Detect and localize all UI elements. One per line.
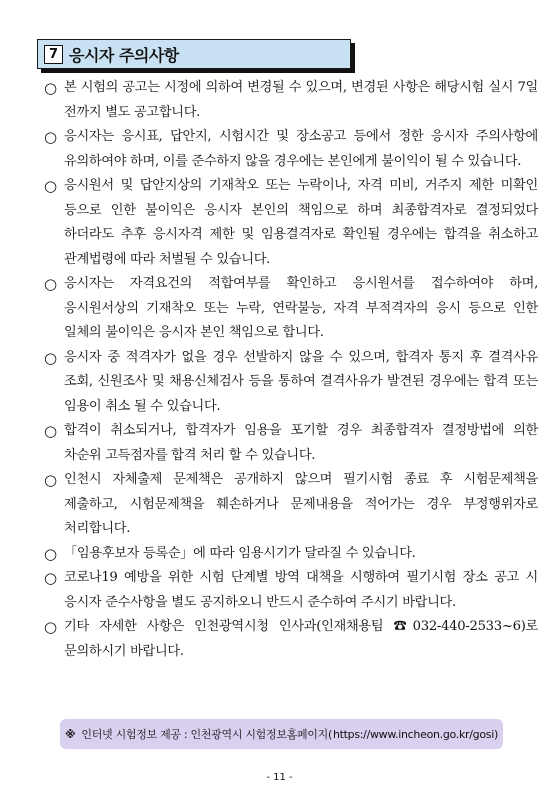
list-item: [44, 566, 538, 615]
circle-bullet-icon: ○: [44, 79, 58, 97]
footer-info-box: [60, 719, 503, 749]
list-item: [44, 272, 538, 346]
section-header: [37, 39, 351, 69]
list-item-text: 「임용후보자 등록순」에 따라 임용시기가 달라질 수 있습니다.: [64, 545, 416, 561]
list-item-text: 본 시험의 공고는 시정에 의하여 변경될 수 있으며, 변경된 사항은 해당시험 실시 7일 전까지 별도 공고합니다.: [64, 80, 538, 120]
list-item-text: 응시자는 자격요건의 적합여부를 확인하고 응시원서를 접수하여야 하며, 응시원서상의 기재착오 또는 누락, 연락불능, 자격 부적격자의 응시 등으로 인한 일체의 불이익은 응시자 본인 책임으로 합니다.: [64, 276, 538, 340]
page-number: - 11 -: [266, 772, 293, 783]
circle-bullet-icon: ○: [44, 275, 58, 293]
circle-bullet-icon: ○: [44, 569, 58, 587]
list-item-text: 합격이 취소되거나, 합격자가 임용을 포기할 경우 최종합격자 결정방법에 의한 차순위 고득점자를 합격 처리 할 수 있습니다.: [64, 423, 538, 463]
circle-bullet-icon: ○: [44, 544, 58, 563]
list-item: [44, 125, 538, 174]
reference-mark-icon: ※: [64, 727, 76, 741]
circle-bullet-icon: ○: [44, 128, 58, 146]
footer-text: 인터넷 시험정보 제공 : 인천광역시 시험정보홈페이지(: [81, 728, 332, 741]
list-item-text: 코로나19 예방을 위한 시험 단계별 방역 대책을 시행하여 필기시험 장소 공고 시 응시자 준수사항을 별도 공지하오니 반드시 준수하여 주시기 바랍니다.: [64, 570, 538, 610]
footer-close-paren: ): [494, 727, 498, 741]
list-item: [44, 346, 538, 420]
circle-bullet-icon: ○: [44, 177, 58, 195]
circle-bullet-icon: ○: [44, 471, 58, 489]
list-item: [44, 615, 538, 664]
list-item-text: 응시원서 및 답안지상의 기재착오 또는 누락이나, 자격 미비, 거주지 제한 미확인 등으로 인한 불이익은 응시자 본인의 책임으로 하며 최종합격자로 결정되었다 하더라도 추후 응시자격 제한 및 임용결격자로 확인될 경우에는 합격을 취소하고 관계법령에 따라 처벌될 수 있습니다.: [64, 178, 538, 267]
circle-bullet-icon: ○: [44, 618, 58, 636]
list-item: [44, 174, 538, 272]
footer-link[interactable]: https://www.incheon.go.kr/gosi: [332, 727, 494, 741]
list-item: [44, 419, 538, 468]
list-item-text: 응시자 중 적격자가 없을 경우 선발하지 않을 수 있으며, 합격자 통지 후 결격사유 조회, 신원조사 및 채용신체검사 등을 통하여 결격사유가 발견된 경우에는 합격 또는 임용이 취소 될 수 있습니다.: [64, 349, 538, 414]
list-item: [44, 468, 538, 542]
list-item-text: 기타 자세한 사항은 인천광역시청 인사과(인재채용팀 ☎032-440-2533~6)로 문의하시기 바랍니다.: [64, 619, 538, 659]
circle-bullet-icon: ○: [44, 348, 58, 367]
list-item-text: 인천시 자체출제 문제책은 공개하지 않으며 필기시험 종료 후 시험문제책을 제출하고, 시험문제책을 훼손하거나 문제내용을 적어가는 경우 부정행위자로 처리합니다.: [64, 472, 538, 536]
list-item-text: 응시자는 응시표, 답안지, 시험시간 및 장소공고 등에서 정한 응시자 주의사항에 유의하여야 하며, 이를 준수하지 않을 경우에는 본인에게 불이익이 될 수 있습니다.: [64, 129, 538, 169]
section-number: 7: [44, 45, 63, 64]
section-title: 응시자 주의사항: [69, 45, 179, 65]
list-item: [44, 542, 538, 567]
circle-bullet-icon: ○: [44, 422, 58, 440]
list-item: [44, 76, 538, 125]
notice-list: [44, 76, 538, 664]
